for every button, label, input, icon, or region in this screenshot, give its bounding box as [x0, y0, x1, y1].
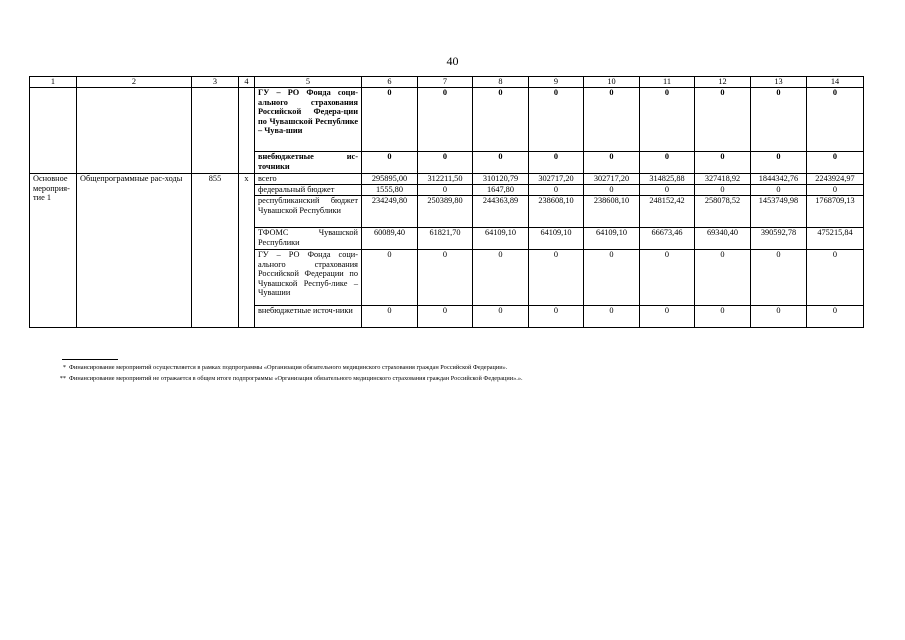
value-cell: 258078,52	[695, 196, 751, 228]
value-cell: 0	[751, 88, 807, 152]
value-cell: 0	[695, 152, 751, 174]
col-header: 8	[473, 77, 529, 88]
value-cell: 1768709,13	[807, 196, 864, 228]
table-row	[30, 88, 864, 152]
value-cell: 0	[418, 152, 473, 174]
col-header: 7	[418, 77, 473, 88]
col-header: 2	[77, 77, 192, 88]
footnote-text: Финансирование мероприятий не отражается в общем итоге подпрограммы «Организация обязательного медицинского страхования граждан Российской Федерации».».	[69, 375, 523, 382]
value-cell: 0	[418, 185, 473, 196]
col-header: 9	[529, 77, 584, 88]
value-cell: 302717,20	[584, 174, 640, 185]
value-cell: 0	[362, 250, 418, 306]
value-cell: 0	[362, 152, 418, 174]
value-cell: 0	[640, 88, 695, 152]
footnote	[56, 362, 523, 373]
value-cell: 1844342,76	[751, 174, 807, 185]
col1-cell	[30, 88, 77, 174]
funding-source: ГУ – РО Фонда соци-ального страхования Российской Федера-ции по Чувашской Республике – Чува-шии	[255, 88, 362, 152]
value-cell: 1453749,98	[751, 196, 807, 228]
col2-cell	[77, 88, 192, 174]
col4-cell	[239, 88, 255, 174]
value-cell: 0	[695, 185, 751, 196]
value-cell: 0	[529, 250, 584, 306]
footnote-separator	[62, 359, 118, 360]
value-cell: 238608,10	[584, 196, 640, 228]
footnote-mark: **	[59, 375, 66, 382]
value-cell: 0	[807, 152, 864, 174]
col3-cell	[192, 88, 239, 174]
col-header: 12	[695, 77, 751, 88]
col-header: 4	[239, 77, 255, 88]
value-cell: 0	[751, 306, 807, 328]
value-cell: 64109,10	[529, 228, 584, 250]
event-name: Основное мероприя-тие 1	[30, 174, 77, 328]
value-cell: 0	[473, 250, 529, 306]
footnote-text: Финансирование мероприятий осуществляется в рамках подпрограммы «Организация обязательного медицинского страхования граждан Российской Федерации».	[69, 364, 508, 371]
value-cell: 0	[695, 88, 751, 152]
value-cell: 0	[807, 185, 864, 196]
funding-source: всего	[255, 174, 362, 185]
value-cell: 0	[362, 306, 418, 328]
value-cell: 0	[529, 306, 584, 328]
value-cell: 0	[584, 250, 640, 306]
event-description: Общепрограммные рас-ходы	[77, 174, 192, 328]
value-cell: 234249,80	[362, 196, 418, 228]
value-cell: 0	[807, 250, 864, 306]
value-cell: 0	[418, 88, 473, 152]
budget-table	[29, 76, 864, 328]
value-cell: 69340,40	[695, 228, 751, 250]
funding-source: федеральный бюджет	[255, 185, 362, 196]
value-cell: 475215,84	[807, 228, 864, 250]
value-cell: 0	[640, 185, 695, 196]
value-cell: 0	[362, 88, 418, 152]
col-header: 11	[640, 77, 695, 88]
value-cell: 310120,79	[473, 174, 529, 185]
funding-source: внебюджетные ис-точники	[255, 152, 362, 174]
value-cell: 0	[640, 250, 695, 306]
value-cell: 238608,10	[529, 196, 584, 228]
col-header: 10	[584, 77, 640, 88]
value-cell: 64109,10	[584, 228, 640, 250]
col-header: 13	[751, 77, 807, 88]
table-body	[30, 77, 864, 328]
value-cell: 0	[473, 88, 529, 152]
col-header: 1	[30, 77, 77, 88]
value-cell: 1647,80	[473, 185, 529, 196]
value-cell: 314825,88	[640, 174, 695, 185]
value-cell: 61821,70	[418, 228, 473, 250]
value-cell: 0	[584, 152, 640, 174]
value-cell: 0	[584, 88, 640, 152]
col-header: 5	[255, 77, 362, 88]
value-cell: 60089,40	[362, 228, 418, 250]
value-cell: 0	[751, 152, 807, 174]
footnote	[56, 373, 523, 384]
value-cell: 0	[529, 88, 584, 152]
col-header: 3	[192, 77, 239, 88]
value-cell: 1555,80	[362, 185, 418, 196]
col-header: 14	[807, 77, 864, 88]
value-cell: 302717,20	[529, 174, 584, 185]
value-cell: 0	[529, 185, 584, 196]
value-cell: 248152,42	[640, 196, 695, 228]
value-cell: 0	[418, 250, 473, 306]
funding-source: ГУ – РО Фонда соци-ального страхования Российской Федерации по Чувашской Респуб-лике – Чувашии	[255, 250, 362, 306]
value-cell: 327418,92	[695, 174, 751, 185]
value-cell: 295895,00	[362, 174, 418, 185]
value-cell: 0	[640, 152, 695, 174]
value-cell: 0	[584, 306, 640, 328]
value-cell: 2243924,97	[807, 174, 864, 185]
value-cell: 64109,10	[473, 228, 529, 250]
event-code: 855	[192, 174, 239, 328]
value-cell: 0	[751, 185, 807, 196]
funding-source: внебюджетные источ-ники	[255, 306, 362, 328]
funding-source: республиканский бюджет Чувашской Республики	[255, 196, 362, 228]
value-cell: 312211,50	[418, 174, 473, 185]
value-cell: 0	[695, 306, 751, 328]
table-row	[30, 174, 864, 185]
value-cell: 0	[807, 88, 864, 152]
value-cell: 0	[584, 185, 640, 196]
value-cell: 0	[807, 306, 864, 328]
col-header: 6	[362, 77, 418, 88]
event-col4: x	[239, 174, 255, 328]
footnote-mark: *	[62, 364, 66, 371]
value-cell: 0	[695, 250, 751, 306]
value-cell: 390592,78	[751, 228, 807, 250]
value-cell: 0	[473, 306, 529, 328]
page-number: 40	[446, 54, 459, 68]
value-cell: 0	[640, 306, 695, 328]
value-cell: 66673,46	[640, 228, 695, 250]
value-cell: 0	[473, 152, 529, 174]
footnotes	[56, 362, 523, 384]
column-header-row	[30, 77, 864, 88]
value-cell: 250389,80	[418, 196, 473, 228]
value-cell: 0	[751, 250, 807, 306]
value-cell: 0	[418, 306, 473, 328]
funding-source: ТФОМС Чувашской Республики	[255, 228, 362, 250]
value-cell: 0	[529, 152, 584, 174]
value-cell: 244363,89	[473, 196, 529, 228]
